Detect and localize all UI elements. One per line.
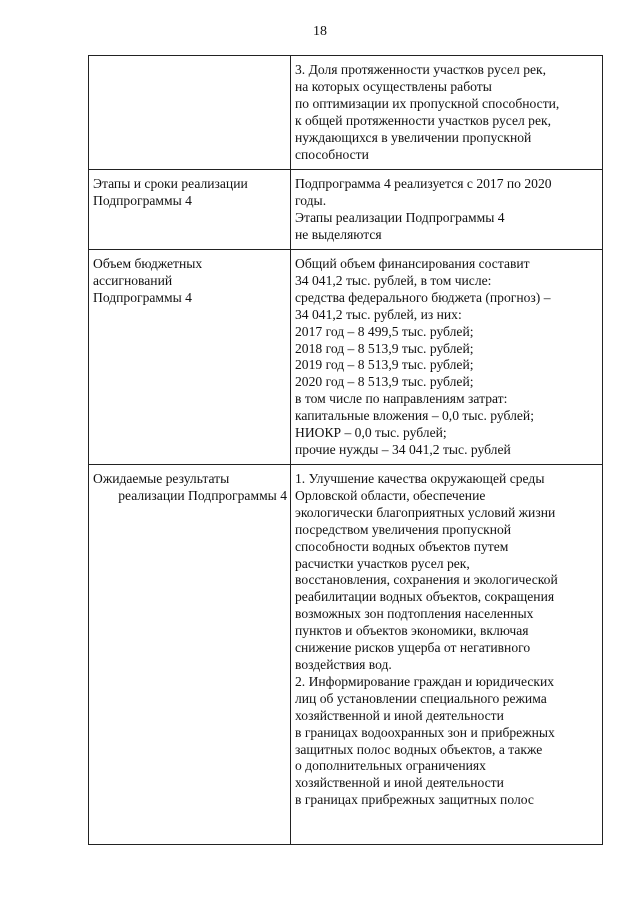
table-row-indicators xyxy=(89,56,603,170)
label-line: Подпрограммы 4 xyxy=(93,192,192,208)
text-line: воздействия вод. xyxy=(295,656,392,672)
text-line: 2020 год – 8 513,9 тыс. рублей; xyxy=(295,374,474,390)
label-line: Объем бюджетных xyxy=(93,256,203,271)
table-row-results xyxy=(89,465,603,845)
text-line: хозяйственной и иной деятельности xyxy=(295,707,504,723)
text-line: нуждающихся в увеличении пропускной xyxy=(295,129,532,145)
text-line: прочие нужды – 34 041,2 тыс. рублей xyxy=(295,441,511,457)
text-line: Подпрограмма 4 реализуется с 2017 по 2020 xyxy=(295,176,552,191)
text-line: Общий объем финансирования составит xyxy=(295,256,530,271)
text-line: пунктов и объектов экономики, включая xyxy=(295,623,529,639)
value-cell-budget xyxy=(291,250,603,465)
subprogram-passport-table xyxy=(88,55,603,845)
value-cell-indicator-3 xyxy=(291,56,603,170)
label-line: Этапы и сроки реализации xyxy=(93,176,248,191)
text-line: НИОКР – 0,0 тыс. рублей; xyxy=(295,425,447,441)
text-line: в том числе по направлениям затрат: xyxy=(295,391,508,407)
table-row-stages xyxy=(89,170,603,250)
text-line: восстановления, сохранения и экологической xyxy=(295,572,558,588)
text-line: в границах прибрежных защитных полос xyxy=(295,792,534,808)
label-line: ассигнований xyxy=(93,272,173,288)
text-line: 3. Доля протяженности участков русел рек, xyxy=(295,62,547,77)
text-line: посредством увеличения пропускной xyxy=(295,521,512,537)
text-line: 2017 год – 8 499,5 тыс. рублей; xyxy=(295,323,474,339)
text-line: снижение рисков ущерба от негативного xyxy=(295,640,531,656)
text-line: 34 041,2 тыс. рублей, в том числе: xyxy=(295,272,492,288)
text-line: Орловской области, обеспечение xyxy=(295,487,486,503)
text-line: по оптимизации их пропускной способности, xyxy=(295,95,560,111)
text-line: хозяйственной и иной деятельности xyxy=(295,775,504,791)
text-line: 2. Информирование граждан и юридических xyxy=(295,673,555,689)
text-line: реабилитации водных объектов, сокращения xyxy=(295,589,555,605)
label-cell-stages xyxy=(89,170,291,250)
table-row-budget xyxy=(89,250,603,465)
text-line: 1. Улучшение качества окружающей среды xyxy=(295,471,545,486)
text-line: не выделяются xyxy=(295,226,382,242)
text-line: 34 041,2 тыс. рублей, из них: xyxy=(295,306,462,322)
text-line: расчистки участков русел рек, xyxy=(295,555,470,571)
text-line: экологически благоприятных условий жизни xyxy=(295,504,556,520)
text-line: защитных полос водных объектов, а также xyxy=(295,741,543,757)
text-line: капитальные вложения – 0,0 тыс. рублей; xyxy=(295,408,534,424)
text-line: 2019 год – 8 513,9 тыс. рублей; xyxy=(295,357,474,373)
text-line: способности водных объектов путем xyxy=(295,538,509,554)
label-cell-empty xyxy=(89,56,291,170)
label-line: реализации Подпрограммы 4 xyxy=(118,487,287,503)
text-line: к общей протяженности участков русел рек, xyxy=(295,112,552,128)
text-line: о дополнительных ограничениях xyxy=(295,758,486,774)
label-line: Ожидаемые результаты xyxy=(93,471,230,486)
text-line: возможных зон подтопления населенных xyxy=(295,606,534,622)
label-cell-budget xyxy=(89,250,291,465)
text-line: на которых осуществлены работы xyxy=(295,78,492,94)
value-cell-results xyxy=(291,465,603,845)
text-line: 2018 год – 8 513,9 тыс. рублей; xyxy=(295,340,474,356)
label-cell-results xyxy=(89,465,291,845)
value-cell-stages xyxy=(291,170,603,250)
text-line: лиц об установлении специального режима xyxy=(295,690,547,706)
text-line: в границах водоохранных зон и прибрежных xyxy=(295,724,555,740)
text-line: способности xyxy=(295,146,369,162)
text-line: Этапы реализации Подпрограммы 4 xyxy=(295,209,505,225)
page-number: 18 xyxy=(313,24,327,39)
text-line: средства федерального бюджета (прогноз) – xyxy=(295,289,551,305)
text-line: годы. xyxy=(295,192,327,208)
label-line: Подпрограммы 4 xyxy=(93,289,192,305)
